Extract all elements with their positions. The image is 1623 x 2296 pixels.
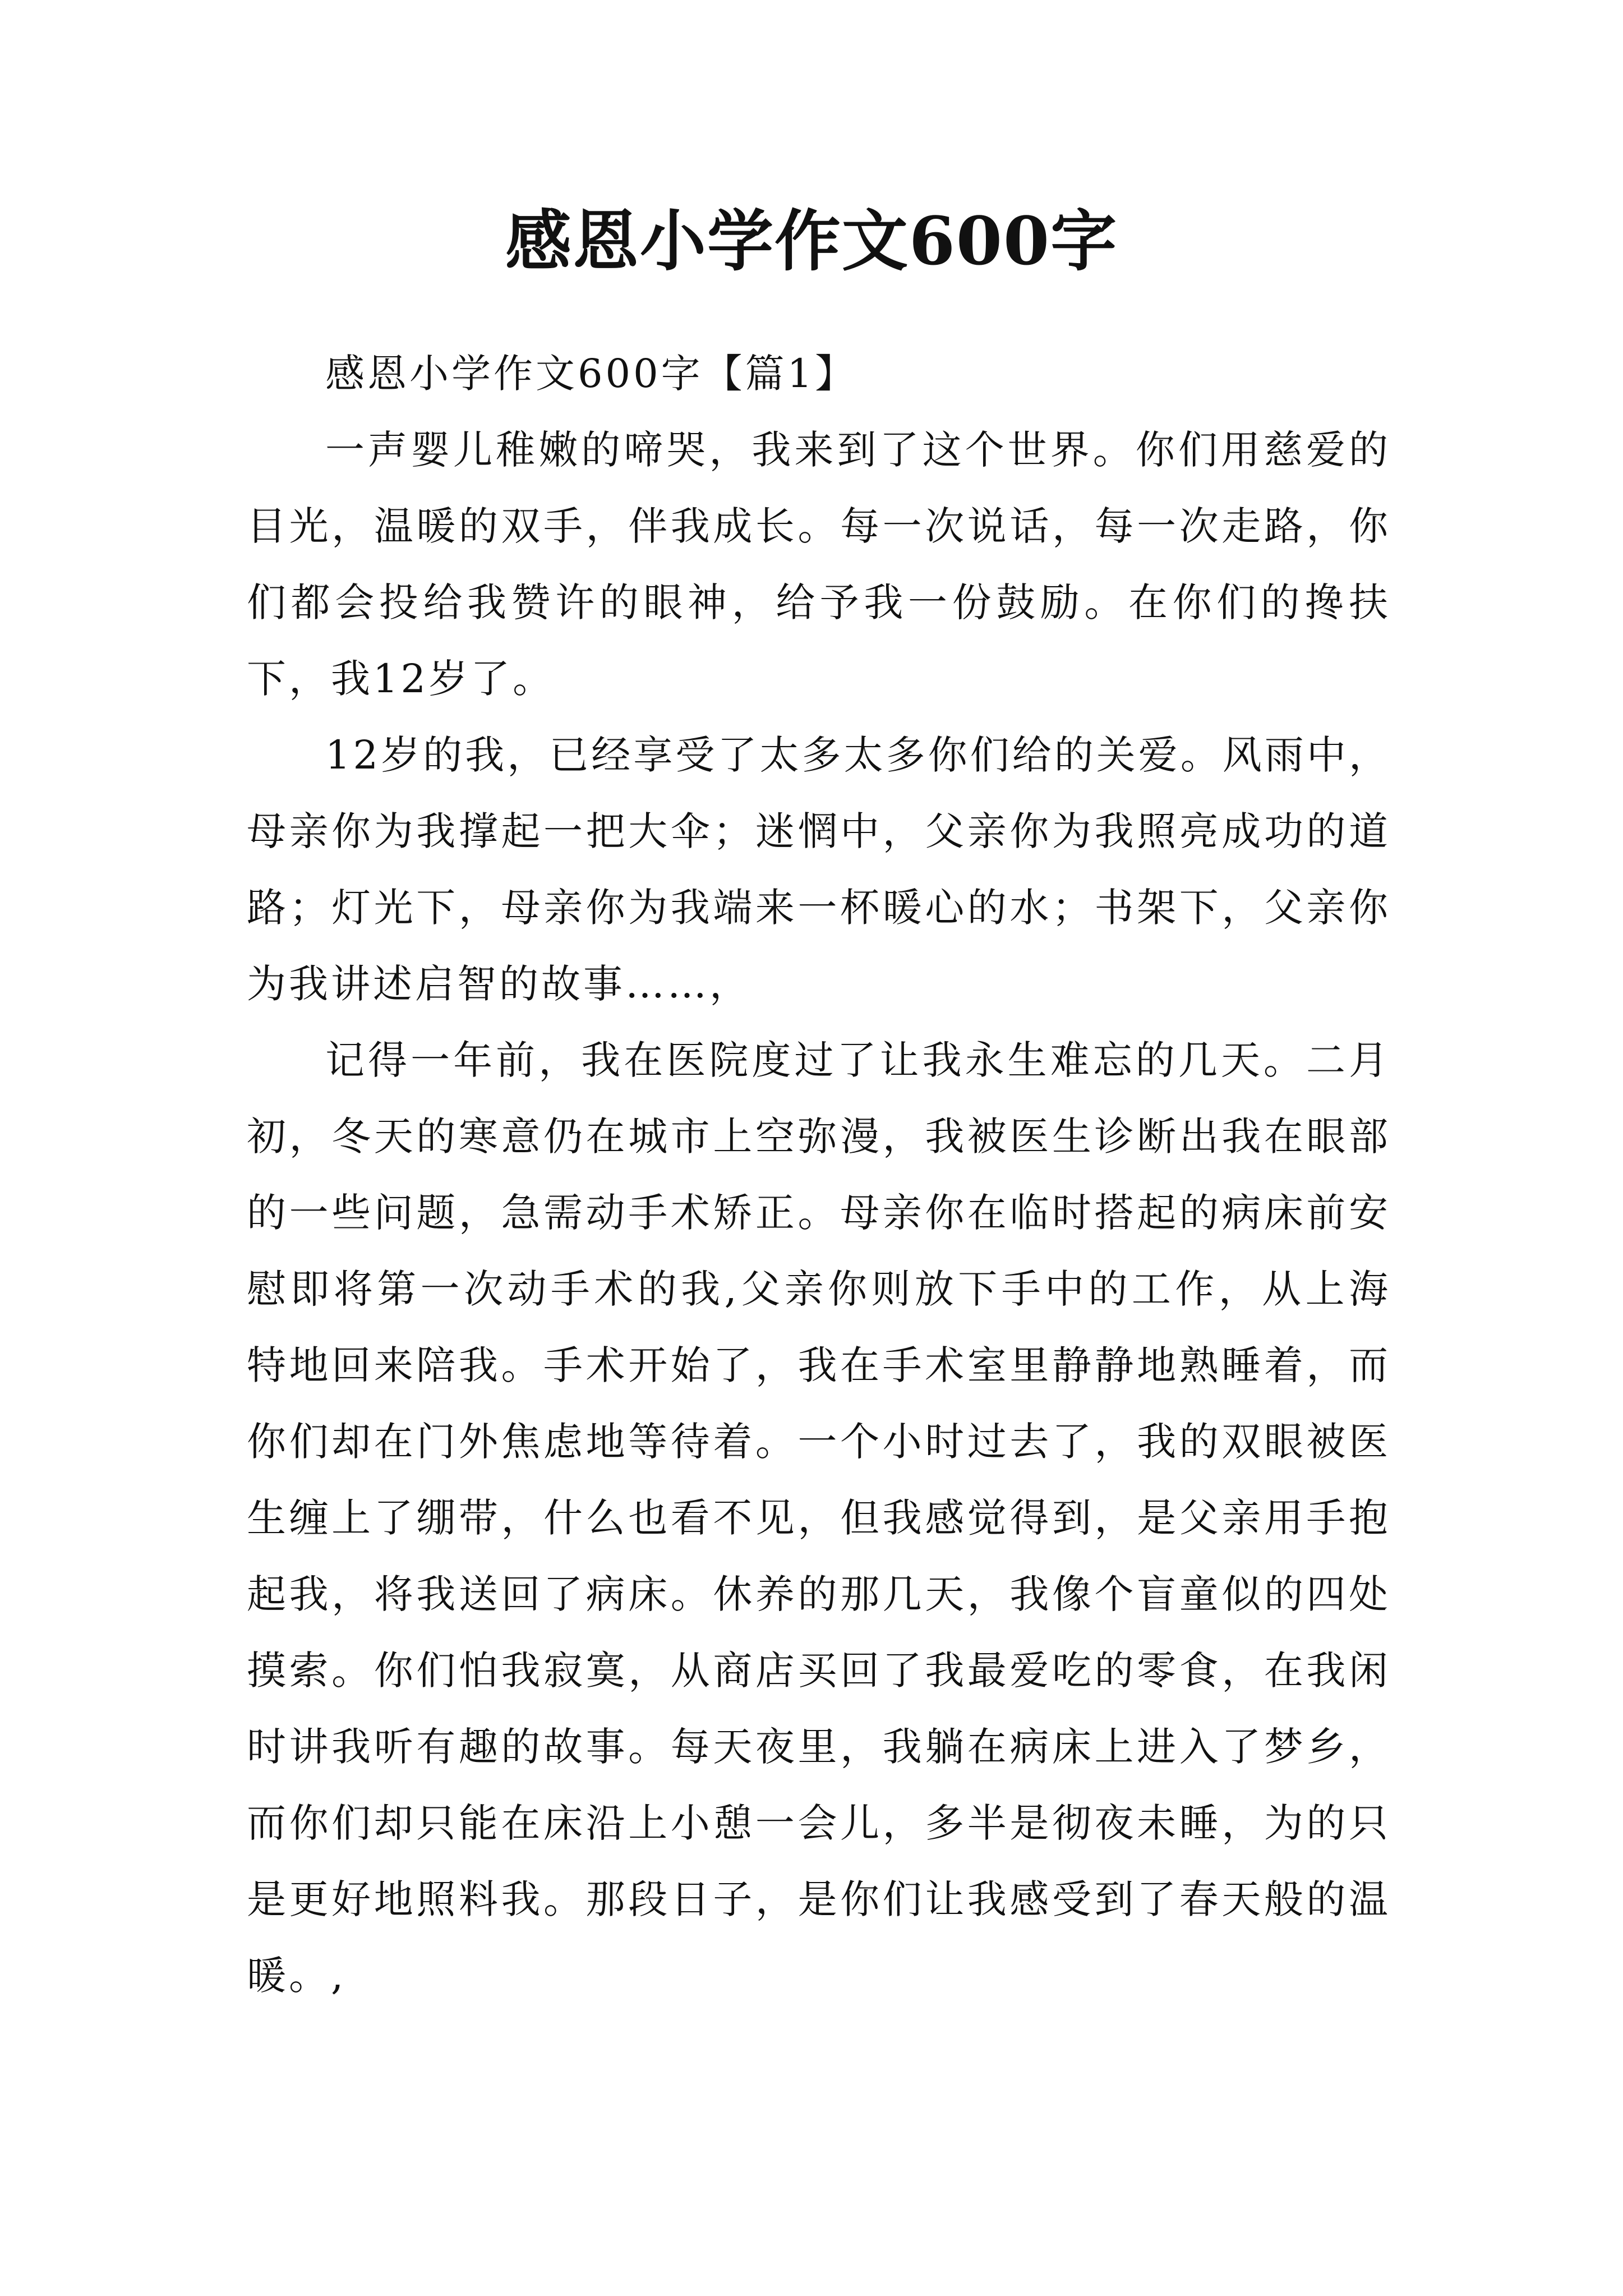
paragraph-2: 12岁的我，已经享受了太多太多你们给的关爱。风雨中，母亲你为我撑起一把大伞；迷惘中，父亲你为我照亮成功的道路；灯光下，母亲你为我端来一杯暖心的水；书架下，父亲你为我讲述启智的故事……，: [247, 732, 1391, 1007]
paragraph-3: 记得一年前，我在医院度过了让我永生难忘的几天。二月初，冬天的寒意仍在城市上空弥漫，我被医生诊断出我在眼部的一些问题，急需动手术矫正。母亲你在临时搭起的病床前安慰即将第一次动手术的我,父亲你则放下手中的工作，从上海特地回来陪我。手术开始了，我在手术室里静静地熟睡着，而你们却在门外焦虑地等待着。一个小时过去了，我的双眼被医生缠上了绷带，什么也看不见，但我感觉得到，是父亲用手抱起我，将我送回了病床。休养的那几天，我像个盲童似的四处摸索。你们怕我寂寞，从商店买回了我最爱吃的零食，在我闲时讲我听有趣的故事。每天夜里，我躺在病床上进入了梦乡，而你们却只能在床沿上小憩一会儿，多半是彻夜未睡，为的只是更好地照料我。那段日子，是你们让我感受到了春天般的温暖。,: [247, 1037, 1391, 1999]
document-body: [247, 335, 1391, 2014]
section-heading: 感恩小学作文600字【篇1】: [325, 351, 857, 397]
paragraph-1: 一声婴儿稚嫩的啼哭，我来到了这个世界。你们用慈爱的目光，温暖的双手，伴我成长。每一次说话，每一次走路，你们都会投给我赞许的眼神，给予我一份鼓励。在你们的搀扶下，我12岁了。: [247, 427, 1391, 702]
document-title: 感恩小学作文600字: [505, 202, 1118, 280]
